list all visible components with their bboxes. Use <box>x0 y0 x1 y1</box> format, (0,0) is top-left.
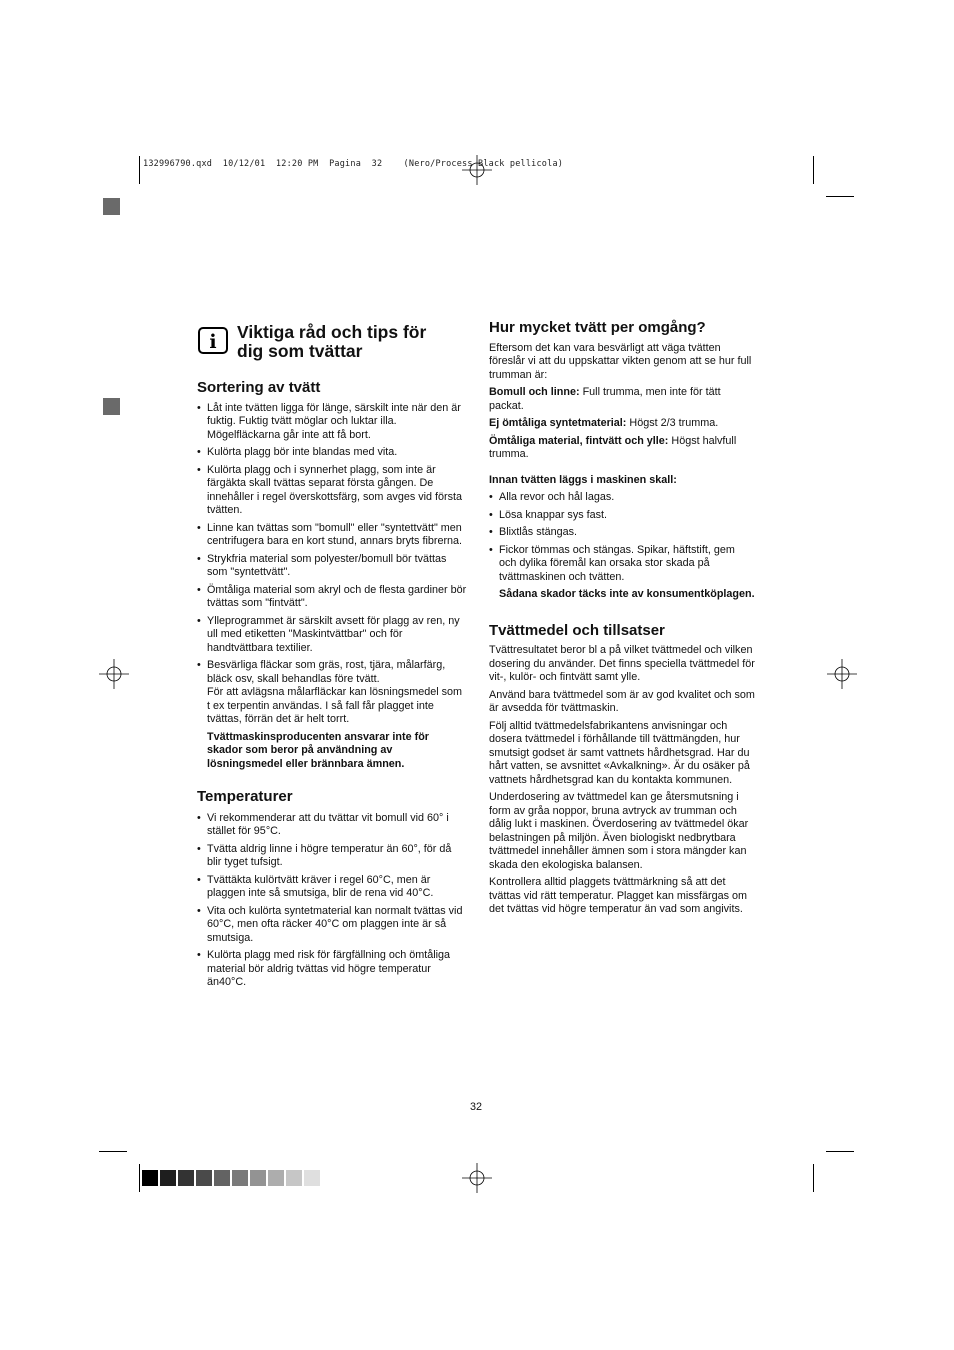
crop-mark <box>139 1164 140 1192</box>
page-title-line: dig som tvättar <box>237 341 363 361</box>
list-item: • Blixtlås stängas. <box>489 526 755 540</box>
section-heading-sorting: Sortering av tvätt <box>197 379 321 396</box>
registration-mark-icon <box>462 1163 492 1193</box>
list-item: • Linne kan tvättas som "bomull" eller "syntettvätt" men centrifugera bara en kort stund, annars bryts fibrerna. <box>197 522 467 549</box>
paragraph: Underdosering av tvättmedel kan ge återsmutsning i form av gråa noppor, bruna avtryck av trumman och dålig lukt i maskinen. Överdosering av tvättmedel ökar belastningen på miljön. Även biologiskt nedbrytbara tvättmedel innehåller ämnen som i stora mängder kan skada den ekologiska balansen. <box>489 791 749 871</box>
list-item: • Lösa knappar sys fast. <box>489 509 755 523</box>
color-swatch <box>232 1170 248 1186</box>
list-item: • Strykfria material som polyester/bomull bör tvättas som "syntettvätt". <box>197 553 467 580</box>
paragraph: Tvättresultatet beror bl a på vilket tvättmedel och vilken dosering du använder. Det finns speciella tvättmedel för vit-, kulör- och fintvätt samt ylle. <box>489 644 755 683</box>
list-item: • Vi rekommenderar att du tvättar vit bomull vid 60° i stället för 95°C. <box>197 812 467 839</box>
color-swatch <box>250 1170 266 1186</box>
load-guideline <box>489 417 755 431</box>
color-swatch <box>286 1170 302 1186</box>
load-label: Ömtåliga material, fintvätt och ylle: <box>489 434 669 447</box>
registration-mark-icon <box>462 155 492 185</box>
list-item: • Ylleprogrammet är särskilt avsett för plagg av ren, ny ull med etiketten "Maskintvättbar" och för handtvättbara textilier. <box>197 615 467 656</box>
margin-marker <box>103 398 120 415</box>
list-item: • Låt inte tvätten ligga för länge, särskilt inte när den är fuktig. Fuktig tvätt möglar och luktar illa. Mögelfläckarna går inte att få bort. <box>197 402 467 443</box>
left-column <box>197 381 467 994</box>
list-item: • Kulörta plagg med risk för färgfällning och ömtåliga material bör aldrig tvättas vid högre temperatur än40°C. <box>197 949 467 990</box>
list-item: • Fickor tömmas och stängas. Spikar, häftstift, gem och dylika föremål kan orsaka stor skada på tvättmaskinen och tvätten. <box>489 544 755 585</box>
section-heading-detergent: Tvättmedel och tillsatser <box>489 621 665 639</box>
load-guideline <box>489 435 755 462</box>
load-text: Full trumma, men inte för tätt packat. <box>489 386 721 412</box>
section-heading-amount: Hur mycket tvätt per omgång? <box>489 319 706 336</box>
crop-mark <box>99 1151 127 1152</box>
warning-note: Tvättmaskinsproducenten ansvarar inte för skador som beror på användning av lösningsmedel eller brännbara ämnen. <box>207 730 430 770</box>
load-guideline <box>489 386 755 413</box>
color-swatch <box>178 1170 194 1186</box>
paragraph: Använd bara tvättmedel som är av god kvalitet och som är avsedda för tvättmaskin. <box>489 688 755 714</box>
temperature-list <box>197 812 467 990</box>
preparation-list <box>489 491 755 584</box>
list-item: • Kulörta plagg bör inte blandas med vita. <box>197 446 467 460</box>
load-label: Bomull och linne: <box>489 386 580 398</box>
color-swatch <box>304 1170 320 1186</box>
crop-mark <box>813 156 814 184</box>
sorting-list <box>197 402 467 727</box>
registration-mark-icon <box>827 659 857 689</box>
registration-mark-icon <box>99 659 129 689</box>
right-column <box>489 321 755 921</box>
page-number: 32 <box>470 1101 483 1113</box>
crop-mark <box>826 196 854 197</box>
page-title-line: Viktiga råd och tips för <box>237 322 427 342</box>
info-icon <box>198 327 228 354</box>
color-swatch <box>160 1170 176 1186</box>
subheading: Innan tvätten läggs i maskinen skall: <box>489 473 677 486</box>
paragraph: Eftersom det kan vara besvärligt att väga tvätten föreslår vi att du uppskattar vikten genom att se hur full trumman är: <box>489 341 752 381</box>
crop-mark <box>813 1164 814 1192</box>
color-swatch <box>196 1170 212 1186</box>
paragraph: Kontrollera alltid plaggets tvättmärkning så att det tvättas vid rätt temperatur. Plagget kan missfärgas om det tvättas vid högre temperatur än vad som angivits. <box>489 876 748 915</box>
list-item-text: För att avlägsna målarfläckar kan lösningsmedel som t ex terpentin användas. I så fall får plagget inte tvättas, förrän det är helt torrt. <box>207 686 463 725</box>
list-item <box>197 659 467 727</box>
list-item: • Kulörta plagg och i synnerhet plagg, som inte är färgäkta skall tvättas separat första gången. De innehåller i regel överskottsfärg, som avges vid första tvätten. <box>197 464 467 518</box>
list-item: • Tvättäkta kulörtvätt kräver i regel 60°C, men är plaggen inte så smutsiga, blir de rena vid 40°C. <box>197 874 467 901</box>
load-text: Högst 2/3 trumma. <box>626 417 719 429</box>
list-item-text: Besvärliga fläckar som gräs, rost, tjära, målarfärg, bläck osv, skall behandlas före tvätt. <box>207 659 446 685</box>
svg-text:i: i <box>209 331 217 353</box>
color-swatch <box>214 1170 230 1186</box>
paragraph: Följ alltid tvättmedelsfabrikantens anvisningar och dosera tvättmedel i förhållande till tvättmängden, hur smutsigt godset är samt vattnets hårdhetsgrad. Har du hårt vatten, se avsnittet «Avkalkning». Är du osäker på vattnets hårdhetsgrad kan du kontakta kommunen. <box>489 719 750 786</box>
page-title <box>237 323 426 361</box>
section-heading-temperatures: Temperaturer <box>197 788 293 805</box>
list-item: • Vita och kulörta syntetmaterial kan normalt tvättas vid 60°C, men ofta räcker 40°C om plaggen inte är så smutsiga. <box>197 905 467 946</box>
crop-mark <box>139 156 140 184</box>
load-label: Ej ömtåliga syntetmaterial: <box>489 417 627 429</box>
color-swatch <box>142 1170 158 1186</box>
list-item: • Tvätta aldrig linne i högre temperatur än 60°, för då blir tyget tufsigt. <box>197 843 467 870</box>
print-slug: 132996790.qxd 10/12/01 12:20 PM Pagina 32 (Nero/Process Black pellicola) <box>143 159 564 169</box>
load-text: Högst halvfull trumma. <box>489 434 737 460</box>
margin-marker <box>103 198 120 215</box>
list-item: • Ömtåliga material som akryl och de flesta gardiner bör tvättas som "fintvätt". <box>197 584 467 611</box>
color-swatch <box>268 1170 284 1186</box>
list-item: • Alla revor och hål lagas. <box>489 491 755 505</box>
warning-note: Sådana skador täcks inte av konsumentköplagen. <box>499 588 755 600</box>
crop-mark <box>826 1151 854 1152</box>
